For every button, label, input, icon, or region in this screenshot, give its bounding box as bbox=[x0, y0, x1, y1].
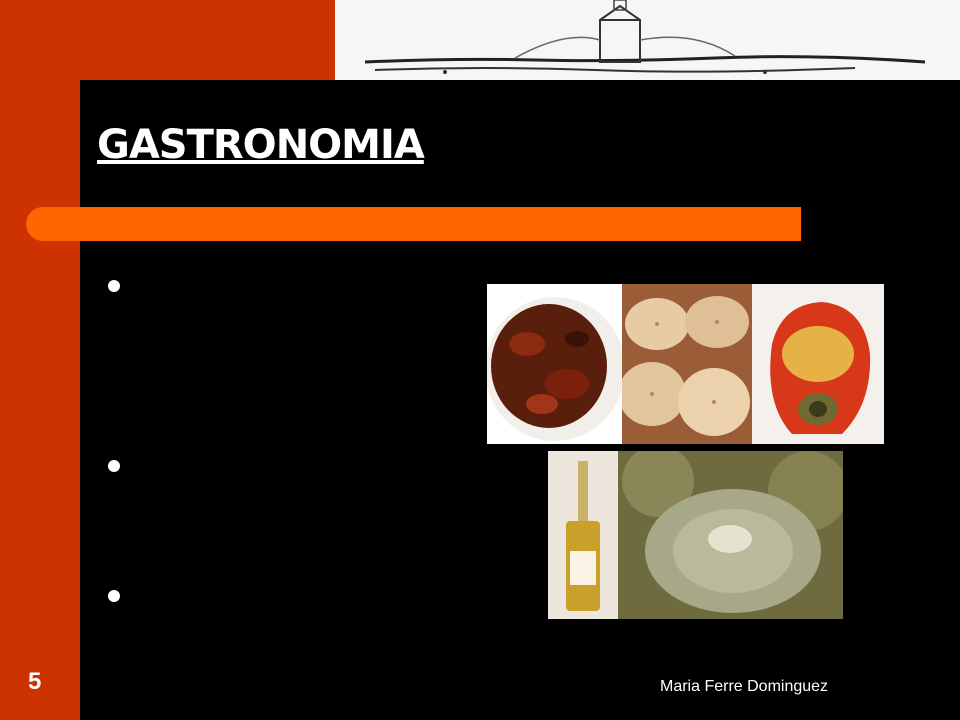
herbero-name: HERBERO bbox=[143, 500, 233, 522]
title-underline-bar bbox=[26, 207, 801, 241]
slide-title: GASTRONOMIA bbox=[97, 122, 424, 168]
footer-author: Maria Ferre Dominguez bbox=[660, 678, 829, 695]
herbero-line bbox=[143, 500, 401, 522]
bullet-dot bbox=[108, 280, 120, 292]
pericana-photo bbox=[487, 284, 622, 444]
slide-number: 5 bbox=[28, 668, 42, 695]
bullet-platos-tipicos: PLATOS TIPICOS bbox=[143, 275, 290, 297]
bullet-dot bbox=[108, 590, 120, 602]
mushroom-photo bbox=[618, 451, 843, 619]
top-accent-band bbox=[80, 0, 335, 80]
sub-item-puchero: -PUCHERO bbox=[143, 406, 239, 428]
bullet-dot bbox=[108, 460, 120, 472]
bread-photo bbox=[622, 284, 752, 444]
town-sketch-header bbox=[335, 0, 960, 80]
herbero-bottle-photo bbox=[548, 451, 618, 619]
left-accent-band bbox=[0, 0, 80, 720]
herbero-note-continued: y hierbas de la sierra) bbox=[143, 537, 321, 557]
herbero-note: (preparado con anís bbox=[237, 502, 402, 522]
bullet-setas: EN OTOÑO- SETAS bbox=[143, 582, 312, 604]
stuffed-pepper-photo bbox=[752, 284, 884, 444]
sub-item-pimiento: -PIMIENTO RELLENO ARROZ bbox=[143, 364, 398, 386]
bullet-licor: LICOR TRADICIONAL bbox=[143, 452, 328, 474]
sub-item-pericana: -PERICANA bbox=[143, 320, 242, 342]
